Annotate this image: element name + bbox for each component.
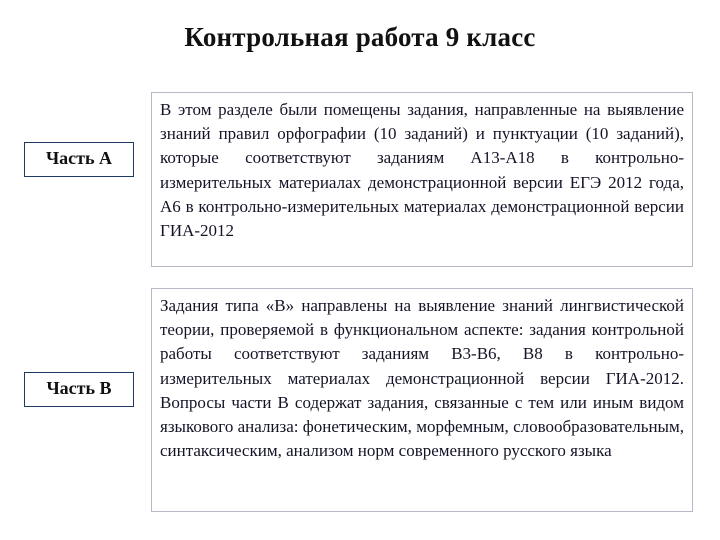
- part-b-description: Задания типа «В» направлены на выявление знаний лингвистической теории, проверяемой в функциональном аспекте: задания контрольной работы соответствуют заданиям В3-В6, В8 в контрольно-измерительных материалах демонстрационной версии ГИА-2012. Вопросы части В содержат задания, связанные с тем или иным видом языкового анализа: фонетическим, морфемным, словообразовательным, синтаксическим, анализом норм современного русского языка: [151, 288, 693, 512]
- page-title: Контрольная работа 9 класс: [184, 22, 536, 52]
- part-a-label: Часть А: [24, 142, 134, 177]
- part-a-description: В этом разделе были помещены задания, направленные на выявление знаний правил орфографии (10 заданий) и пунктуации (10 заданий), которые соответствуют заданиям А13-А18 в контрольно-измерительных материалах демонстрационной версии ЕГЭ 2012 года, А6 в контрольно-измерительных материалах демонстрационной версии ГИА-2012: [151, 92, 693, 267]
- part-b-label: Часть В: [24, 372, 134, 407]
